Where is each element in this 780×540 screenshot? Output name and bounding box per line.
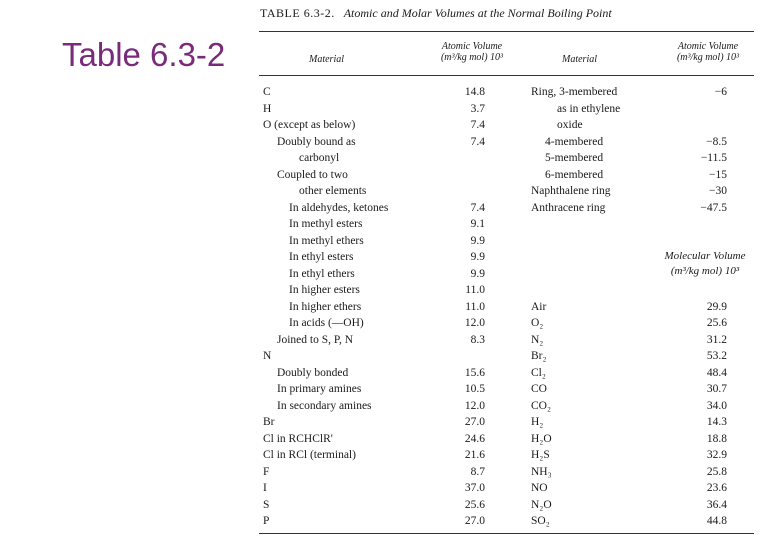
left-row-value: 10.5 [464, 383, 485, 395]
molecular-value: 18.8 [706, 432, 727, 445]
left-row-value: 37.0 [464, 482, 485, 494]
molecular-formula: NH₃ [531, 465, 552, 478]
left-row-value: 3.7 [470, 102, 485, 115]
left-row-value: 12.0 [464, 399, 485, 412]
left-row-label: C [263, 86, 271, 98]
left-row-value: 9.9 [470, 251, 485, 263]
left-row-label: N [263, 350, 272, 362]
left-row-label: I [263, 482, 267, 494]
right-row-label: oxide [557, 119, 583, 131]
header-atomic-volume-left [423, 41, 521, 63]
molecular-formula: H₂ [531, 416, 544, 428]
left-row-value: 12.0 [464, 317, 485, 329]
right-row-label: Anthracene ring [531, 201, 606, 214]
right-row-label: 4-membered [545, 135, 604, 148]
left-row-label: H [263, 102, 272, 115]
left-row-label: O (except as below) [263, 119, 356, 131]
header-atomic-volume-right [659, 41, 757, 63]
left-row-value: 7.4 [470, 119, 485, 131]
left-row-value: 24.6 [464, 432, 485, 445]
header-material-left: Material [309, 54, 344, 65]
left-row-value: 21.6 [464, 449, 485, 461]
scan-edge [238, 4, 257, 536]
left-row-label: In methyl esters [289, 218, 363, 230]
left-row-value: 8.3 [470, 333, 485, 346]
molecular-value: 29.9 [706, 300, 727, 313]
left-row-value: 25.6 [464, 498, 485, 511]
molecular-formula: H₂S [531, 449, 550, 461]
right-row-label: 6-membered [545, 168, 604, 181]
left-row-label: S [263, 498, 270, 511]
molecular-value: 53.2 [706, 350, 727, 362]
left-row-label: In secondary amines [277, 399, 372, 412]
left-row-label: In ethyl esters [289, 251, 354, 263]
molecular-formula: H₂O [531, 432, 552, 445]
left-row-label: In acids (—OH) [289, 317, 364, 329]
left-row-label: In aldehydes, ketones [289, 201, 389, 214]
molecular-formula: N₂ [531, 333, 544, 346]
left-row-label: carbonyl [299, 152, 340, 164]
right-row-value: −30 [709, 185, 727, 197]
left-row-value: 7.4 [470, 201, 485, 214]
molecular-formula: O₂ [531, 317, 544, 329]
left-row-label: In higher ethers [289, 300, 362, 313]
molecular-volume-header [649, 249, 761, 279]
left-row-label: Coupled to two [277, 168, 348, 181]
molecular-formula: NO [531, 482, 548, 494]
left-row-label: other elements [299, 185, 367, 197]
right-row-value: −8.5 [706, 135, 727, 148]
right-row-value: −15 [709, 168, 727, 181]
molecular-formula: Cl₂ [531, 366, 546, 379]
left-row-value: 7.4 [470, 135, 485, 148]
left-row-value: 27.0 [464, 416, 485, 428]
molecular-value: 44.8 [706, 515, 727, 527]
left-row-label: Cl in RCHClR' [263, 432, 333, 445]
left-row-value: 14.8 [464, 86, 485, 98]
left-row-label: P [263, 515, 270, 527]
right-row-label: as in ethylene [557, 102, 621, 115]
slide-title: Table 6.3-2 [62, 36, 226, 73]
table-caption [260, 6, 612, 21]
left-row-label: Joined to S, P, N [277, 333, 354, 346]
right-row-value: −6 [714, 86, 727, 98]
molecular-formula: N₂O [531, 498, 552, 511]
top-rule [259, 31, 754, 32]
left-row-label: In higher esters [289, 284, 360, 296]
table-title: Atomic and Molar Volumes at the Normal Boiling Point [343, 6, 612, 20]
molecular-value: 14.3 [706, 416, 727, 428]
table-label: TABLE 6.3-2. [260, 6, 335, 20]
table-scan [257, 4, 762, 536]
header-material-right: Material [562, 54, 597, 65]
bottom-rule [259, 533, 754, 534]
header-rule [259, 75, 754, 76]
molecular-value: 34.0 [706, 399, 727, 412]
left-row-label: Br [263, 416, 275, 428]
molecular-formula: SO₂ [531, 515, 550, 527]
left-row-value: 9.9 [470, 267, 485, 280]
left-row-value: 9.1 [470, 218, 485, 230]
right-row-label: 5-membered [545, 152, 604, 164]
molecular-volume-units: (m³/kg mol) 10³ [670, 265, 740, 277]
right-row-label: Naphthalene ring [531, 185, 611, 197]
left-row-label: Doubly bonded [277, 366, 349, 379]
right-row-label: Ring, 3-membered [531, 86, 618, 98]
molecular-value: 25.8 [706, 465, 727, 478]
left-row-label: In methyl ethers [289, 234, 364, 247]
molecular-value: 48.4 [706, 366, 727, 379]
header-atomic-volume-left-title: Atomic Volume [441, 41, 503, 52]
header-units-left: (m³/kg mol) 10³ [440, 52, 504, 63]
left-row-value: 9.9 [470, 234, 485, 247]
molecular-formula: Air [531, 300, 547, 313]
left-row-label: F [263, 465, 270, 478]
molecular-value: 23.6 [706, 482, 727, 494]
left-row-value: 11.0 [465, 300, 485, 313]
molecular-formula: Br₂ [531, 350, 547, 362]
left-row-label: Doubly bound as [277, 135, 356, 148]
molecular-value: 30.7 [706, 383, 727, 395]
molecular-value: 32.9 [706, 449, 727, 461]
molecular-value: 25.6 [706, 317, 727, 329]
left-row-value: 11.0 [465, 284, 485, 296]
molecular-volume-title: Molecular Volume [664, 250, 746, 262]
left-row-label: In primary amines [277, 383, 362, 395]
left-row-label: In ethyl ethers [289, 267, 355, 280]
left-row-value: 8.7 [470, 465, 485, 478]
header-atomic-volume-right-title: Atomic Volume [677, 41, 739, 52]
left-row-value: 27.0 [464, 515, 485, 527]
header-units-right: (m³/kg mol) 10³ [676, 52, 740, 63]
molecular-value: 36.4 [706, 498, 727, 511]
right-row-value: −47.5 [700, 201, 727, 214]
left-row-value: 15.6 [464, 366, 485, 379]
molecular-formula: CO₂ [531, 399, 551, 412]
molecular-formula: CO [531, 383, 547, 395]
left-row-label: Cl in RCl (terminal) [263, 449, 356, 461]
right-row-value: −11.5 [700, 152, 727, 164]
molecular-value: 31.2 [706, 333, 727, 346]
